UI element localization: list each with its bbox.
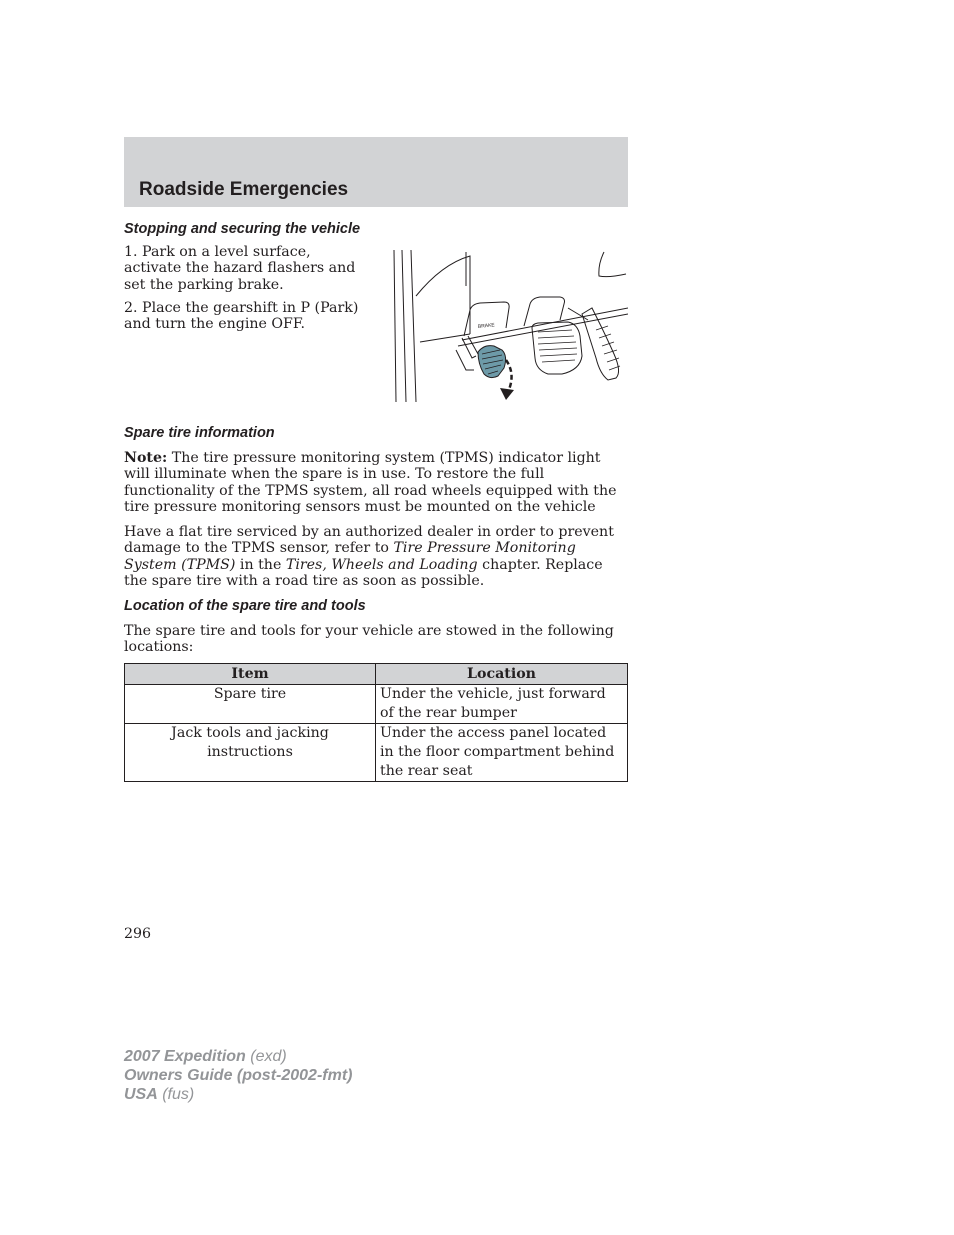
table-cell-location: Under the access panel located in the floor compartment behind the rear seat: [376, 724, 628, 782]
footer-market: USA: [124, 1086, 158, 1103]
footer-model-code: (exd): [245, 1048, 287, 1065]
spare-tire-location-table: [124, 663, 628, 782]
note-label: Note:: [124, 450, 168, 466]
section-header-band: [124, 137, 628, 207]
footer-guide: Owners Guide (post-2002-fmt): [124, 1067, 353, 1084]
table-cell-item: Spare tire: [125, 685, 376, 724]
note-text: The tire pressure monitoring system (TPMS) indicator light will illuminate when the spare is in use. To restore the full functionality of the TPMS system, all road wheels equipped with the tire pressure monitoring sensors must be mounted on the vehicle: [124, 450, 617, 515]
heading-location-spare-tire-tools: Location of the spare tire and tools: [124, 598, 366, 614]
heading-spare-tire-information: Spare tire information: [124, 425, 275, 441]
service-paragraph: [124, 524, 624, 589]
parking-brake-pedal-illustration: [392, 246, 628, 402]
footer-line-2: [124, 1066, 352, 1085]
location-intro: The spare tire and tools for your vehicle are stowed in the following locations:: [124, 623, 614, 656]
footer-model: 2007 Expedition: [124, 1048, 246, 1065]
table-header-location: Location: [376, 664, 628, 685]
tires-chapter-reference: Tires, Wheels and Loading: [285, 556, 478, 573]
table-cell-location: Under the vehicle, just forward of the rear bumper: [376, 685, 628, 724]
step-1-text: 1. Park on a level surface, activate the hazard flashers and set the parking brake.: [124, 244, 356, 293]
page-number: 296: [124, 926, 152, 942]
table-cell-item: Jack tools and jacking instructions: [125, 724, 376, 782]
footer-market-code: (fus): [157, 1086, 195, 1103]
table-header-item: Item: [125, 664, 376, 685]
service-text-a: Have a flat tire serviced by an authorized dealer in order to prevent damage to the TPMS sensor, refer to: [124, 524, 614, 557]
table-row: [125, 685, 628, 724]
note-paragraph: [124, 450, 624, 515]
footer-line-3: [124, 1085, 352, 1104]
document-footer: [124, 1047, 352, 1104]
footer-line-1: [124, 1047, 352, 1066]
heading-stopping: Stopping and securing the vehicle: [124, 221, 361, 237]
pedal-label-text: BRAKE: [477, 322, 496, 330]
table-header-row: [125, 664, 628, 685]
service-text-b: in the: [235, 556, 286, 573]
service-text-c: chapter. Replace the spare tire with a road tire as soon as possible.: [124, 556, 603, 589]
step-2-text: 2. Place the gearshift in P (Park) and turn the engine OFF.: [124, 300, 359, 333]
section-title: Roadside Emergencies: [139, 179, 349, 200]
tpms-reference: Tire Pressure Monitoring System (TPMS): [124, 540, 576, 573]
table-row: [125, 724, 628, 782]
